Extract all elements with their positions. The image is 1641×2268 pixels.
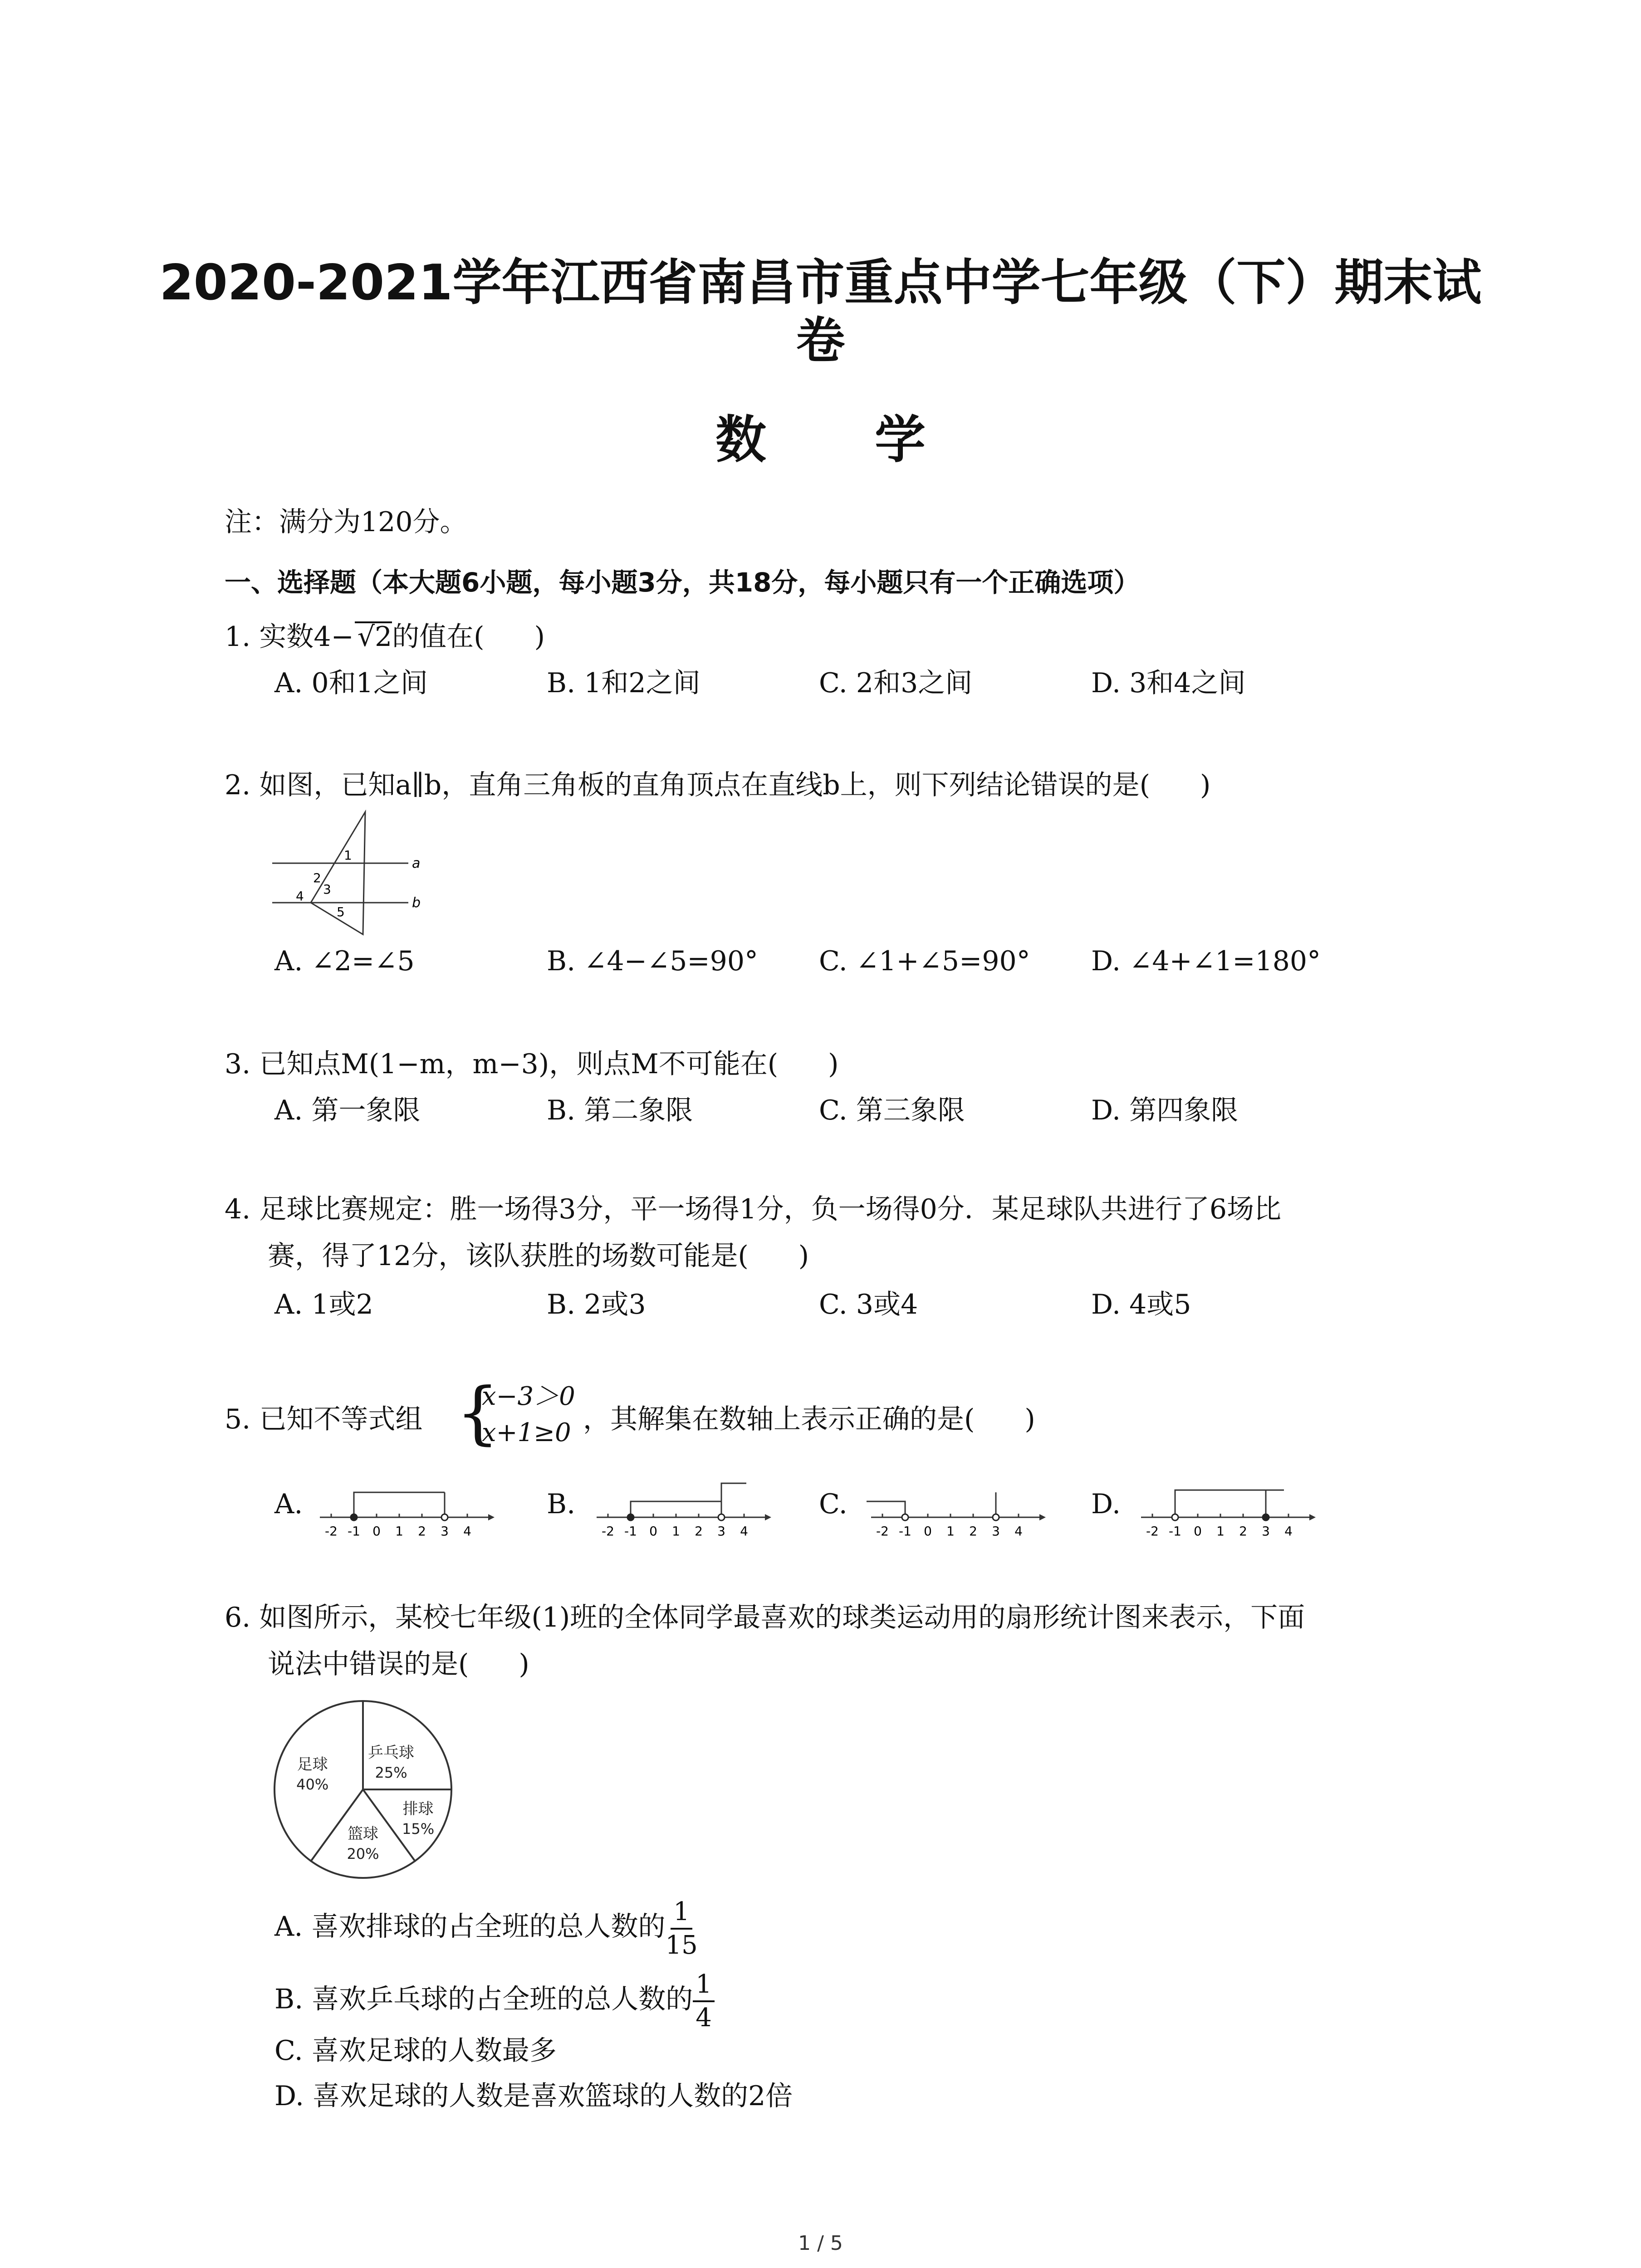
tick-label: 0 — [924, 1524, 932, 1539]
q4-option-d: D. 4或5 — [1091, 1289, 1191, 1320]
q5-number-line-c — [864, 1472, 1055, 1549]
axis-arrow — [1039, 1514, 1046, 1520]
tick-label: 4 — [1284, 1524, 1293, 1539]
q3-option-b: B. 第二象限 — [547, 1095, 693, 1126]
tick-label: -1 — [348, 1524, 360, 1539]
tick-label: -1 — [1169, 1524, 1181, 1539]
q1-stem-pre: 1. 实数4− — [225, 621, 354, 653]
open-endpoint — [441, 1514, 448, 1520]
q3-option-a: A. 第一象限 — [274, 1095, 421, 1126]
sqrt-symbol: √2 — [355, 621, 392, 650]
angle-label-3: 3 — [323, 882, 331, 897]
q3-option-d: D. 第四象限 — [1091, 1095, 1239, 1126]
tick-label: 4 — [740, 1524, 748, 1539]
open-endpoint — [993, 1514, 999, 1520]
q1-radicand: 2 — [375, 621, 392, 653]
q5-number-line-d — [1134, 1472, 1325, 1549]
q6-option-b-fraction — [693, 1969, 715, 2034]
tick-label: 3 — [1262, 1524, 1270, 1539]
q5-system-brace: { — [456, 1374, 500, 1452]
slice-percent: 25% — [375, 1764, 407, 1781]
tick-label: -2 — [325, 1524, 338, 1539]
label-b: b — [412, 895, 421, 911]
fraction-numerator: 1 — [693, 1969, 715, 2002]
tick-label: -2 — [602, 1524, 614, 1539]
fraction-denominator: 15 — [665, 1931, 698, 1960]
angle-label-5: 5 — [337, 904, 345, 919]
tick-label: 2 — [695, 1524, 703, 1539]
tick-label: 2 — [969, 1524, 977, 1539]
q6-option-b-text: B. 喜欢乒乓球的占全班的总人数的 — [274, 1983, 693, 2015]
axis-arrow — [1309, 1514, 1316, 1520]
closed-endpoint — [1263, 1514, 1269, 1520]
question-3 — [225, 1048, 839, 1080]
q2-option-c: C. ∠1+∠5=90° — [819, 945, 1030, 977]
q4-option-c: C. 3或4 — [819, 1289, 918, 1320]
open-endpoint — [718, 1514, 725, 1520]
q6-option-d: D. 喜欢足球的人数是喜欢篮球的人数的2倍 — [274, 2080, 793, 2112]
q5-stem-post-wrap — [583, 1403, 1035, 1436]
slice-percent: 20% — [347, 1845, 379, 1862]
q6-option-b — [274, 1969, 715, 2034]
q5-option-c-label: C. — [819, 1488, 847, 1520]
question-6-line-1: 6. 如图所示，某校七年级(1)班的全体同学最喜欢的球类运动用的扇形统计图来表示，下面 — [225, 1602, 1305, 1633]
closed-endpoint — [627, 1514, 634, 1520]
q1-option-d: D. 3和4之间 — [1091, 667, 1246, 699]
q1-option-b: B. 1和2之间 — [547, 667, 700, 699]
q5-close-paren: ) — [1024, 1403, 1035, 1435]
tick-label: 0 — [1194, 1524, 1202, 1539]
q2-close-paren: ) — [1200, 769, 1211, 801]
q2-parallel-lines-figure — [268, 810, 422, 941]
q4-option-b: B. 2或3 — [547, 1289, 646, 1320]
exam-title: 2020-2021学年江西省南昌市重点中学七年级（下）期末试卷 — [159, 254, 1482, 369]
q6-close-paren: ) — [519, 1648, 529, 1680]
closed-endpoint — [351, 1514, 357, 1520]
page-number: 1 / 5 — [798, 2232, 843, 2255]
q6-option-a-fraction — [665, 1896, 697, 1961]
solution-bracket-right — [1266, 1490, 1284, 1517]
q1-option-a: A. 0和1之间 — [274, 667, 428, 699]
q6-option-a — [274, 1896, 698, 1961]
slice-label: 足球 — [297, 1755, 328, 1774]
q6-pie-chart — [265, 1692, 460, 1887]
question-4-line-1: 4. 足球比赛规定：胜一场得3分，平一场得1分，负一场得0分．某足球队共进行了6场比 — [225, 1193, 1282, 1225]
tick-label: 3 — [992, 1524, 1000, 1539]
axis-arrow — [765, 1514, 771, 1520]
angle-label-2: 2 — [313, 870, 321, 885]
slice-percent: 15% — [402, 1820, 435, 1838]
solution-bracket-left — [867, 1501, 905, 1517]
question-6-line-2 — [268, 1648, 529, 1681]
tick-label: -2 — [876, 1524, 889, 1539]
q5-option-d-label: D. — [1091, 1488, 1121, 1520]
tick-label: -1 — [624, 1524, 637, 1539]
q3-close-paren: ) — [828, 1048, 839, 1080]
tick-label: -1 — [899, 1524, 911, 1539]
slice-label: 篮球 — [348, 1825, 378, 1843]
tick-label: 1 — [946, 1524, 955, 1539]
angle-label-1: 1 — [344, 848, 352, 863]
q1-close-paren: ) — [534, 621, 545, 653]
q2-stem: 2. 如图，已知a∥b，直角三角板的直角顶点在直线b上，则下列结论错误的是( — [225, 769, 1151, 801]
label-a: a — [412, 855, 421, 871]
solution-bracket-left — [1175, 1490, 1266, 1517]
slice-label: 乒乓球 — [368, 1743, 415, 1762]
q4-option-a: A. 1或2 — [274, 1289, 373, 1320]
q3-stem: 3. 已知点M(1−m，m−3)，则点M不可能在( — [225, 1048, 779, 1080]
q5-inequality-2: x+1≥0 — [482, 1418, 571, 1447]
question-2 — [225, 769, 1210, 802]
q2-option-d: D. ∠4+∠1=180° — [1091, 945, 1321, 977]
slice-label: 排球 — [402, 1799, 434, 1818]
tick-label: 3 — [441, 1524, 449, 1539]
tick-label: 3 — [717, 1524, 725, 1539]
tick-label: 2 — [1239, 1524, 1247, 1539]
q1-option-c: C. 2和3之间 — [819, 667, 973, 699]
tick-label: 0 — [372, 1524, 381, 1539]
q5-option-a-label: A. — [274, 1488, 303, 1520]
q5-stem-post: ，其解集在数轴上表示正确的是( — [583, 1403, 975, 1435]
angle-label-4: 4 — [296, 889, 304, 904]
tick-label: 4 — [463, 1524, 471, 1539]
tick-label: 1 — [672, 1524, 680, 1539]
q5-option-b-label: B. — [547, 1488, 576, 1520]
fraction-denominator: 4 — [696, 2003, 712, 2033]
q5-number-line-a — [313, 1472, 504, 1549]
question-1 — [225, 621, 545, 653]
solution-bracket-right — [721, 1483, 746, 1517]
tick-label: 4 — [1014, 1524, 1023, 1539]
q2-option-b: B. ∠4−∠5=90° — [547, 945, 759, 977]
q3-option-c: C. 第三象限 — [819, 1095, 965, 1126]
q5-stem-pre: 5. 已知不等式组 — [225, 1403, 423, 1435]
q4-close-paren: ) — [798, 1240, 809, 1272]
fraction-numerator: 1 — [671, 1896, 692, 1930]
q2-option-a: A. ∠2=∠5 — [274, 945, 415, 977]
question-4-line-2 — [268, 1240, 809, 1272]
tick-label: 0 — [649, 1524, 657, 1539]
open-endpoint — [1172, 1514, 1178, 1520]
subject-heading: 数 学 — [715, 411, 971, 469]
q5-number-line-b — [590, 1472, 780, 1549]
tick-label: -2 — [1146, 1524, 1159, 1539]
q6-option-c: C. 喜欢足球的人数最多 — [274, 2035, 557, 2067]
q1-stem-post: 的值在( — [392, 621, 485, 653]
axis-arrow — [488, 1514, 495, 1520]
score-note: 注：满分为120分。 — [225, 506, 467, 538]
section-heading: 一、选择题（本大题6小题，每小题3分，共18分，每小题只有一个正确选项） — [225, 567, 1140, 598]
q4-stem-line-2: 赛，得了12分，该队获胜的场数可能是( — [268, 1240, 749, 1272]
solution-bracket-left — [354, 1492, 445, 1517]
q5-inequality-1: x−3＞0 — [482, 1382, 575, 1411]
tick-label: 2 — [418, 1524, 426, 1539]
tick-label: 1 — [395, 1524, 403, 1539]
tick-label: 1 — [1216, 1524, 1225, 1539]
q6-stem-line-2: 说法中错误的是( — [268, 1648, 469, 1680]
slice-percent: 40% — [296, 1775, 329, 1793]
open-endpoint — [902, 1514, 908, 1520]
q6-option-a-text: A. 喜欢排球的占全班的总人数的 — [274, 1911, 666, 1943]
